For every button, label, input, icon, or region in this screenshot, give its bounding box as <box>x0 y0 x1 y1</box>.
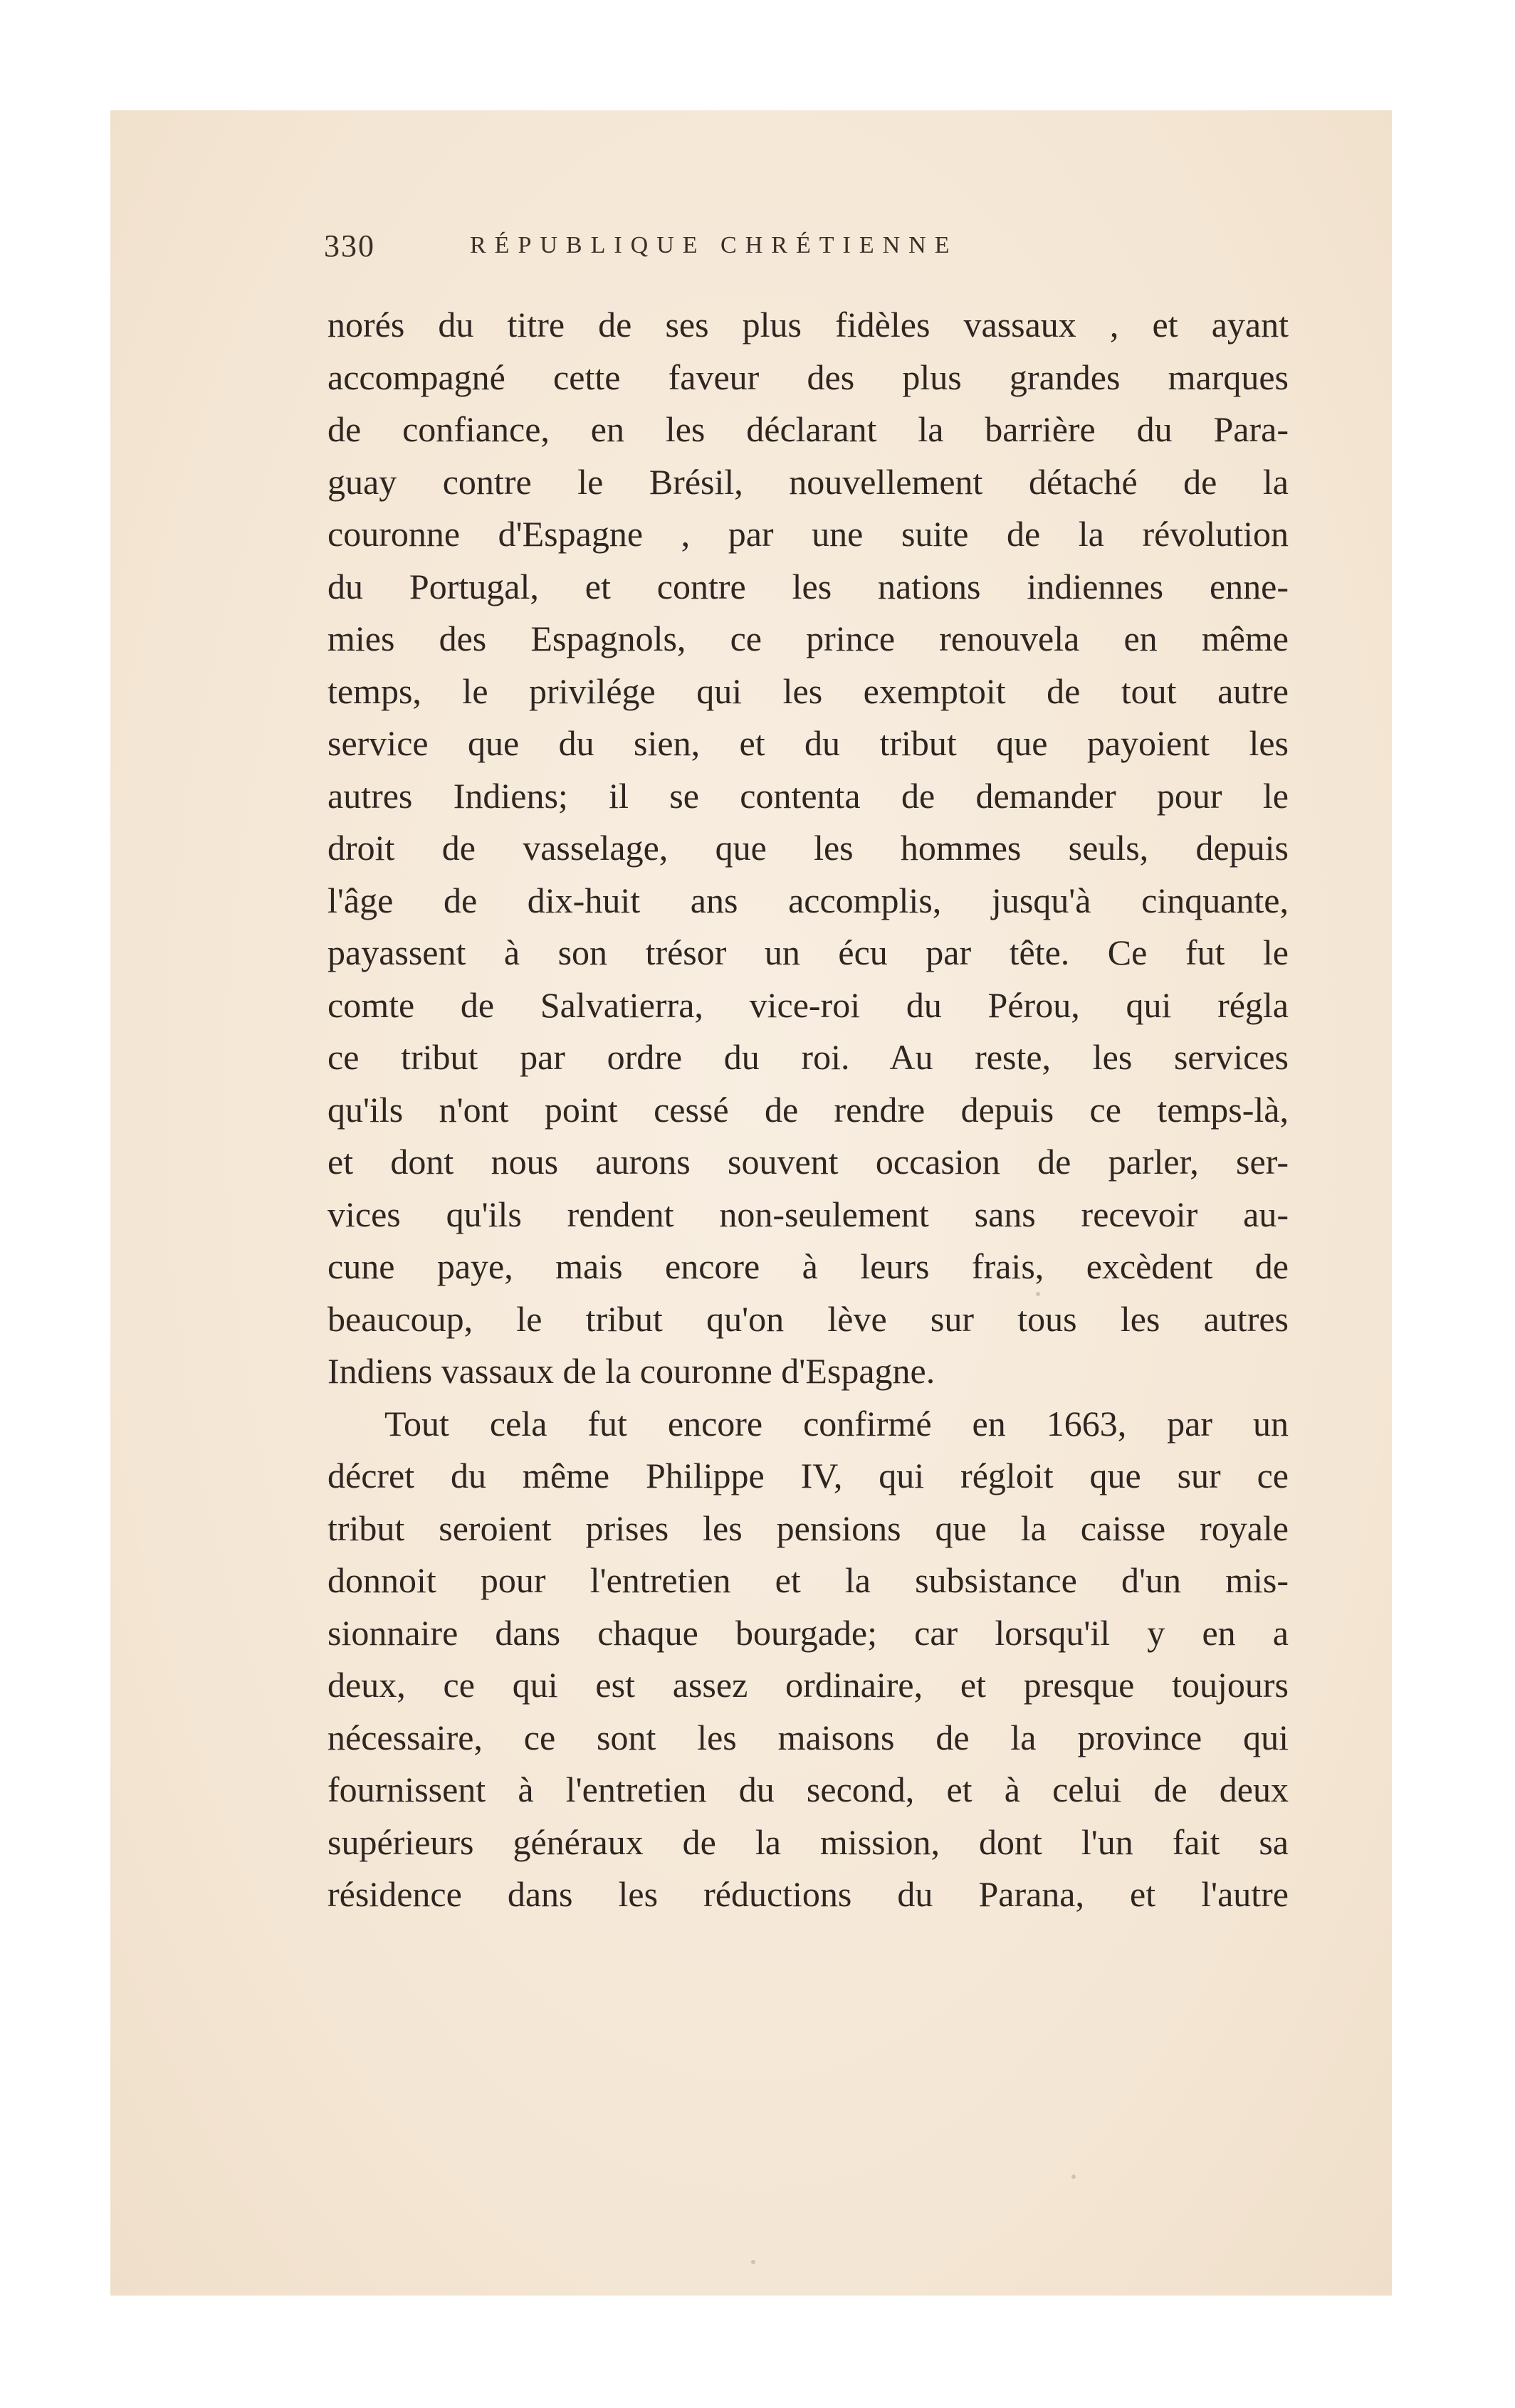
text-line: et dont nous aurons souvent occasion de parler, ser- <box>327 1142 1289 1182</box>
text-line: droit de vasselage, que les hommes seuls, depuis <box>327 828 1289 868</box>
running-title: RÉPUBLIQUE CHRÉTIENNE <box>470 232 958 258</box>
paper-speck <box>751 2260 755 2264</box>
text-line: qu'ils n'ont point cessé de rendre depuis ce temps-là, <box>327 1089 1289 1130</box>
text-line: comte de Salvatierra, vice-roi du Pérou, qui régla <box>327 984 1289 1025</box>
text-line: de confiance, en les déclarant la barrière du Para- <box>327 409 1289 449</box>
text-line: beaucoup, le tribut qu'on lève sur tous les autres <box>327 1298 1289 1339</box>
text-line: temps, le privilége qui les exemptoit de tout autre <box>327 671 1289 711</box>
text-line: cune paye, mais encore à leurs frais, excèdent de <box>327 1246 1289 1286</box>
text-line: guay contre le Brésil, nouvellement détaché de la <box>327 461 1289 502</box>
text-line: résidence dans les réductions du Parana, et l'autre <box>327 1874 1289 1914</box>
text-line: l'âge de dix-huit ans accomplis, jusqu'à cinquante, <box>327 880 1289 920</box>
paper-speck <box>1071 2175 1076 2179</box>
text-line: vices qu'ils rendent non-seulement sans recevoir au- <box>327 1194 1289 1234</box>
text-line: ce tribut par ordre du roi. Au reste, les services <box>327 1037 1289 1077</box>
text-line: nécessaire, ce sont les maisons de la province qui <box>327 1717 1289 1757</box>
text-line: autres Indiens; il se contenta de demander pour le <box>327 775 1289 816</box>
text-line: payassent à son trésor un écu par tête. Ce fut le <box>327 932 1289 972</box>
text-line: deux, ce qui est assez ordinaire, et presque toujours <box>327 1665 1289 1705</box>
text-line: tribut seroient prises les pensions que la caisse royale <box>327 1508 1289 1548</box>
paragraph-end-line: Indiens vassaux de la couronne d'Espagne. <box>327 1351 935 1391</box>
text-line: service que du sien, et du tribut que payoient les <box>327 723 1289 763</box>
running-header <box>324 228 1249 270</box>
text-line: donnoit pour l'entretien et la subsistance d'un mis- <box>327 1560 1289 1600</box>
page-number: 330 <box>324 228 375 263</box>
paragraph-start-line: Tout cela fut encore confirmé en 1663, par un <box>384 1403 1289 1444</box>
text-line: norés du titre de ses plus fidèles vassaux , et ayant <box>327 305 1289 345</box>
text-line: du Portugal, et contre les nations indiennes enne- <box>327 566 1289 606</box>
text-line: fournissent à l'entretien du second, et à celui de deux <box>327 1770 1289 1809</box>
text-line: supérieurs généraux de la mission, dont l'un fait sa <box>327 1821 1289 1862</box>
text-line: mies des Espagnols, ce prince renouvela en même <box>327 619 1289 658</box>
text-line: accompagné cette faveur des plus grandes marques <box>327 357 1289 397</box>
text-line: couronne d'Espagne , par une suite de la révolution <box>327 514 1289 554</box>
text-line: sionnaire dans chaque bourgade; car lorsqu'il y en a <box>327 1612 1289 1653</box>
text-line: décret du même Philippe IV, qui régloit que sur ce <box>327 1456 1289 1495</box>
body-text <box>327 299 1289 1921</box>
